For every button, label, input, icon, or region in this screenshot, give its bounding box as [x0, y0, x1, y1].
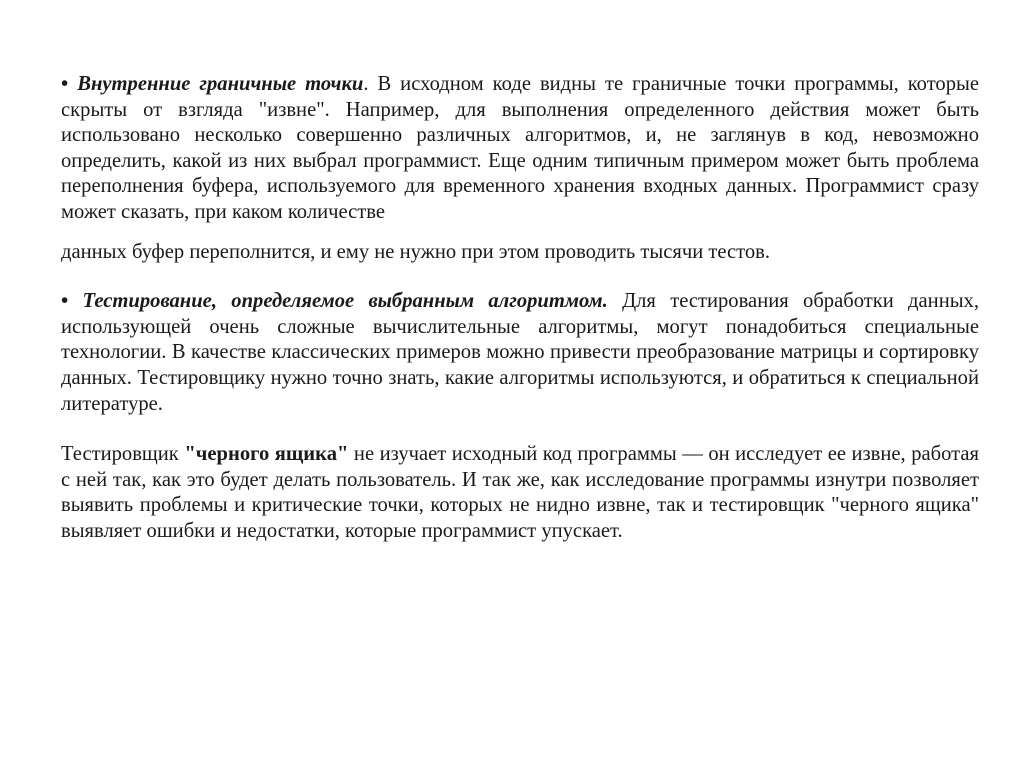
paragraph-black-box-tester — [61, 442, 979, 544]
paragraph-internal-boundary-points — [61, 72, 979, 265]
paragraph-body-text: Для тестирования обработки данных, использующей очень сложные вычислительные алгоритмы, могут понадобиться специальные технологии. В качестве классических примеров можно привести преобразование матрицы и сортировку данных. Тестировщику нужно точно знать, какие алгоритмы используются, и обратиться к специальной литературе. — [61, 290, 980, 415]
paragraph-body-text: не изучает исходный код программы — он исследует ее извне, работая с ней так, как это будет делать пользователь. И так же, как исследование программы изнутри позволяет выявить проблемы и критические точки, которых не нидно извне, так и тестировщик "черного ящика" выявляет ошибки и недостатки, которые программист упускает. — [61, 443, 980, 542]
bullet-marker: • — [61, 73, 69, 95]
term-black-box: "черного ящика" — [184, 443, 349, 466]
term-algorithm-testing: Тестирование, определяемое выбранным алгоритмом. — [82, 290, 608, 313]
term-period: . — [363, 73, 369, 95]
bullet-marker: • — [61, 290, 69, 313]
paragraph-algorithm-testing — [61, 289, 979, 417]
slide-content — [61, 72, 979, 545]
paragraph-lead-text: Тестировщик — [61, 443, 185, 466]
paragraph-last-line: данных буфер переполнится, и ему не нужно при этом проводить тысячи тестов. — [61, 240, 771, 263]
paragraph-body-text: В исходном коде видны те граничные точки программы, которые скрыты от взгляда "извне". Например, для выполнения определенного действия может быть использовано несколько совершенно различных алгоритмов, и, не заглянув в код, невозможно определить, какой из них выбрал программист. Еще одним типичным примером может быть проблема переполнения буфера, используемого для временного хранения входных данных. Программист сразу может сказать, при каком количестве — [61, 73, 979, 223]
term-internal-boundary-points: Внутренние граничные точки — [77, 73, 364, 95]
